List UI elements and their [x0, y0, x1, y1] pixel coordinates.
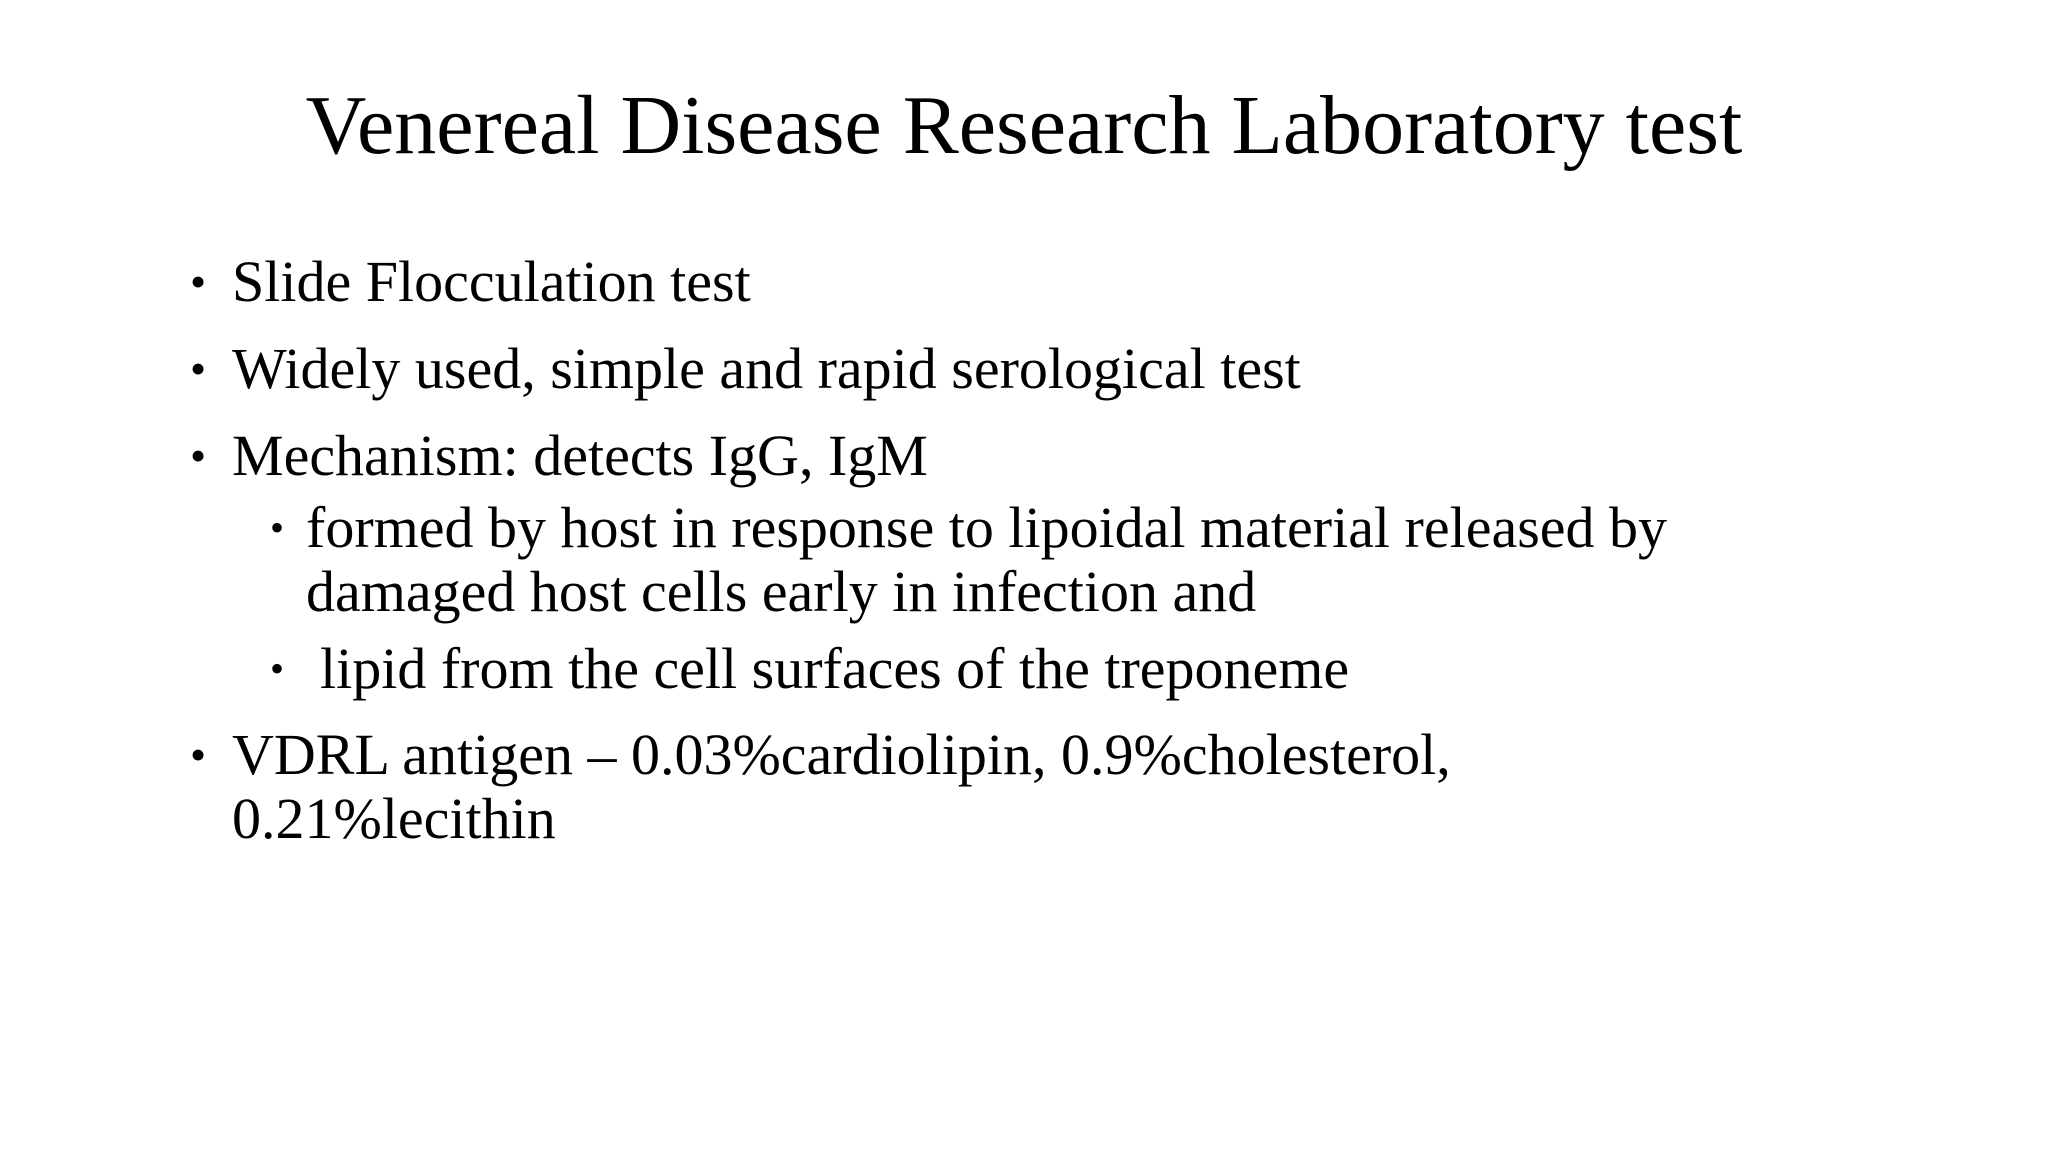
bullet-item — [190, 250, 1950, 314]
bullet-icon: • — [190, 430, 207, 481]
bullet-icon: • — [190, 256, 207, 307]
bullet-list — [190, 250, 1950, 874]
sub-bullet-item — [270, 637, 1950, 701]
bullet-item — [190, 337, 1950, 401]
bullet-text: Widely used, simple and rapid serological test — [232, 336, 1301, 401]
bullet-text: VDRL antigen – 0.03%cardiolipin, 0.9%cholesterol, 0.21%lecithin — [232, 722, 1451, 851]
sub-bullet-item — [270, 496, 1746, 624]
slide-title: Venereal Disease Research Laboratory test — [305, 79, 1743, 172]
bullet-icon: • — [270, 646, 285, 691]
sub-bullet-text: lipid from the cell surfaces of the treponeme — [320, 636, 1350, 701]
bullet-icon: • — [270, 505, 285, 550]
bullet-icon: • — [190, 343, 207, 394]
sub-bullet-text: formed by host in response to lipoidal material released by damaged host cells early in infection and — [306, 495, 1668, 624]
bullet-text: Mechanism: detects IgG, IgM — [232, 423, 928, 488]
bullet-text: Slide Flocculation test — [232, 249, 751, 314]
bullet-item — [190, 424, 1950, 488]
bullet-icon: • — [190, 729, 207, 780]
bullet-item — [190, 723, 1532, 851]
